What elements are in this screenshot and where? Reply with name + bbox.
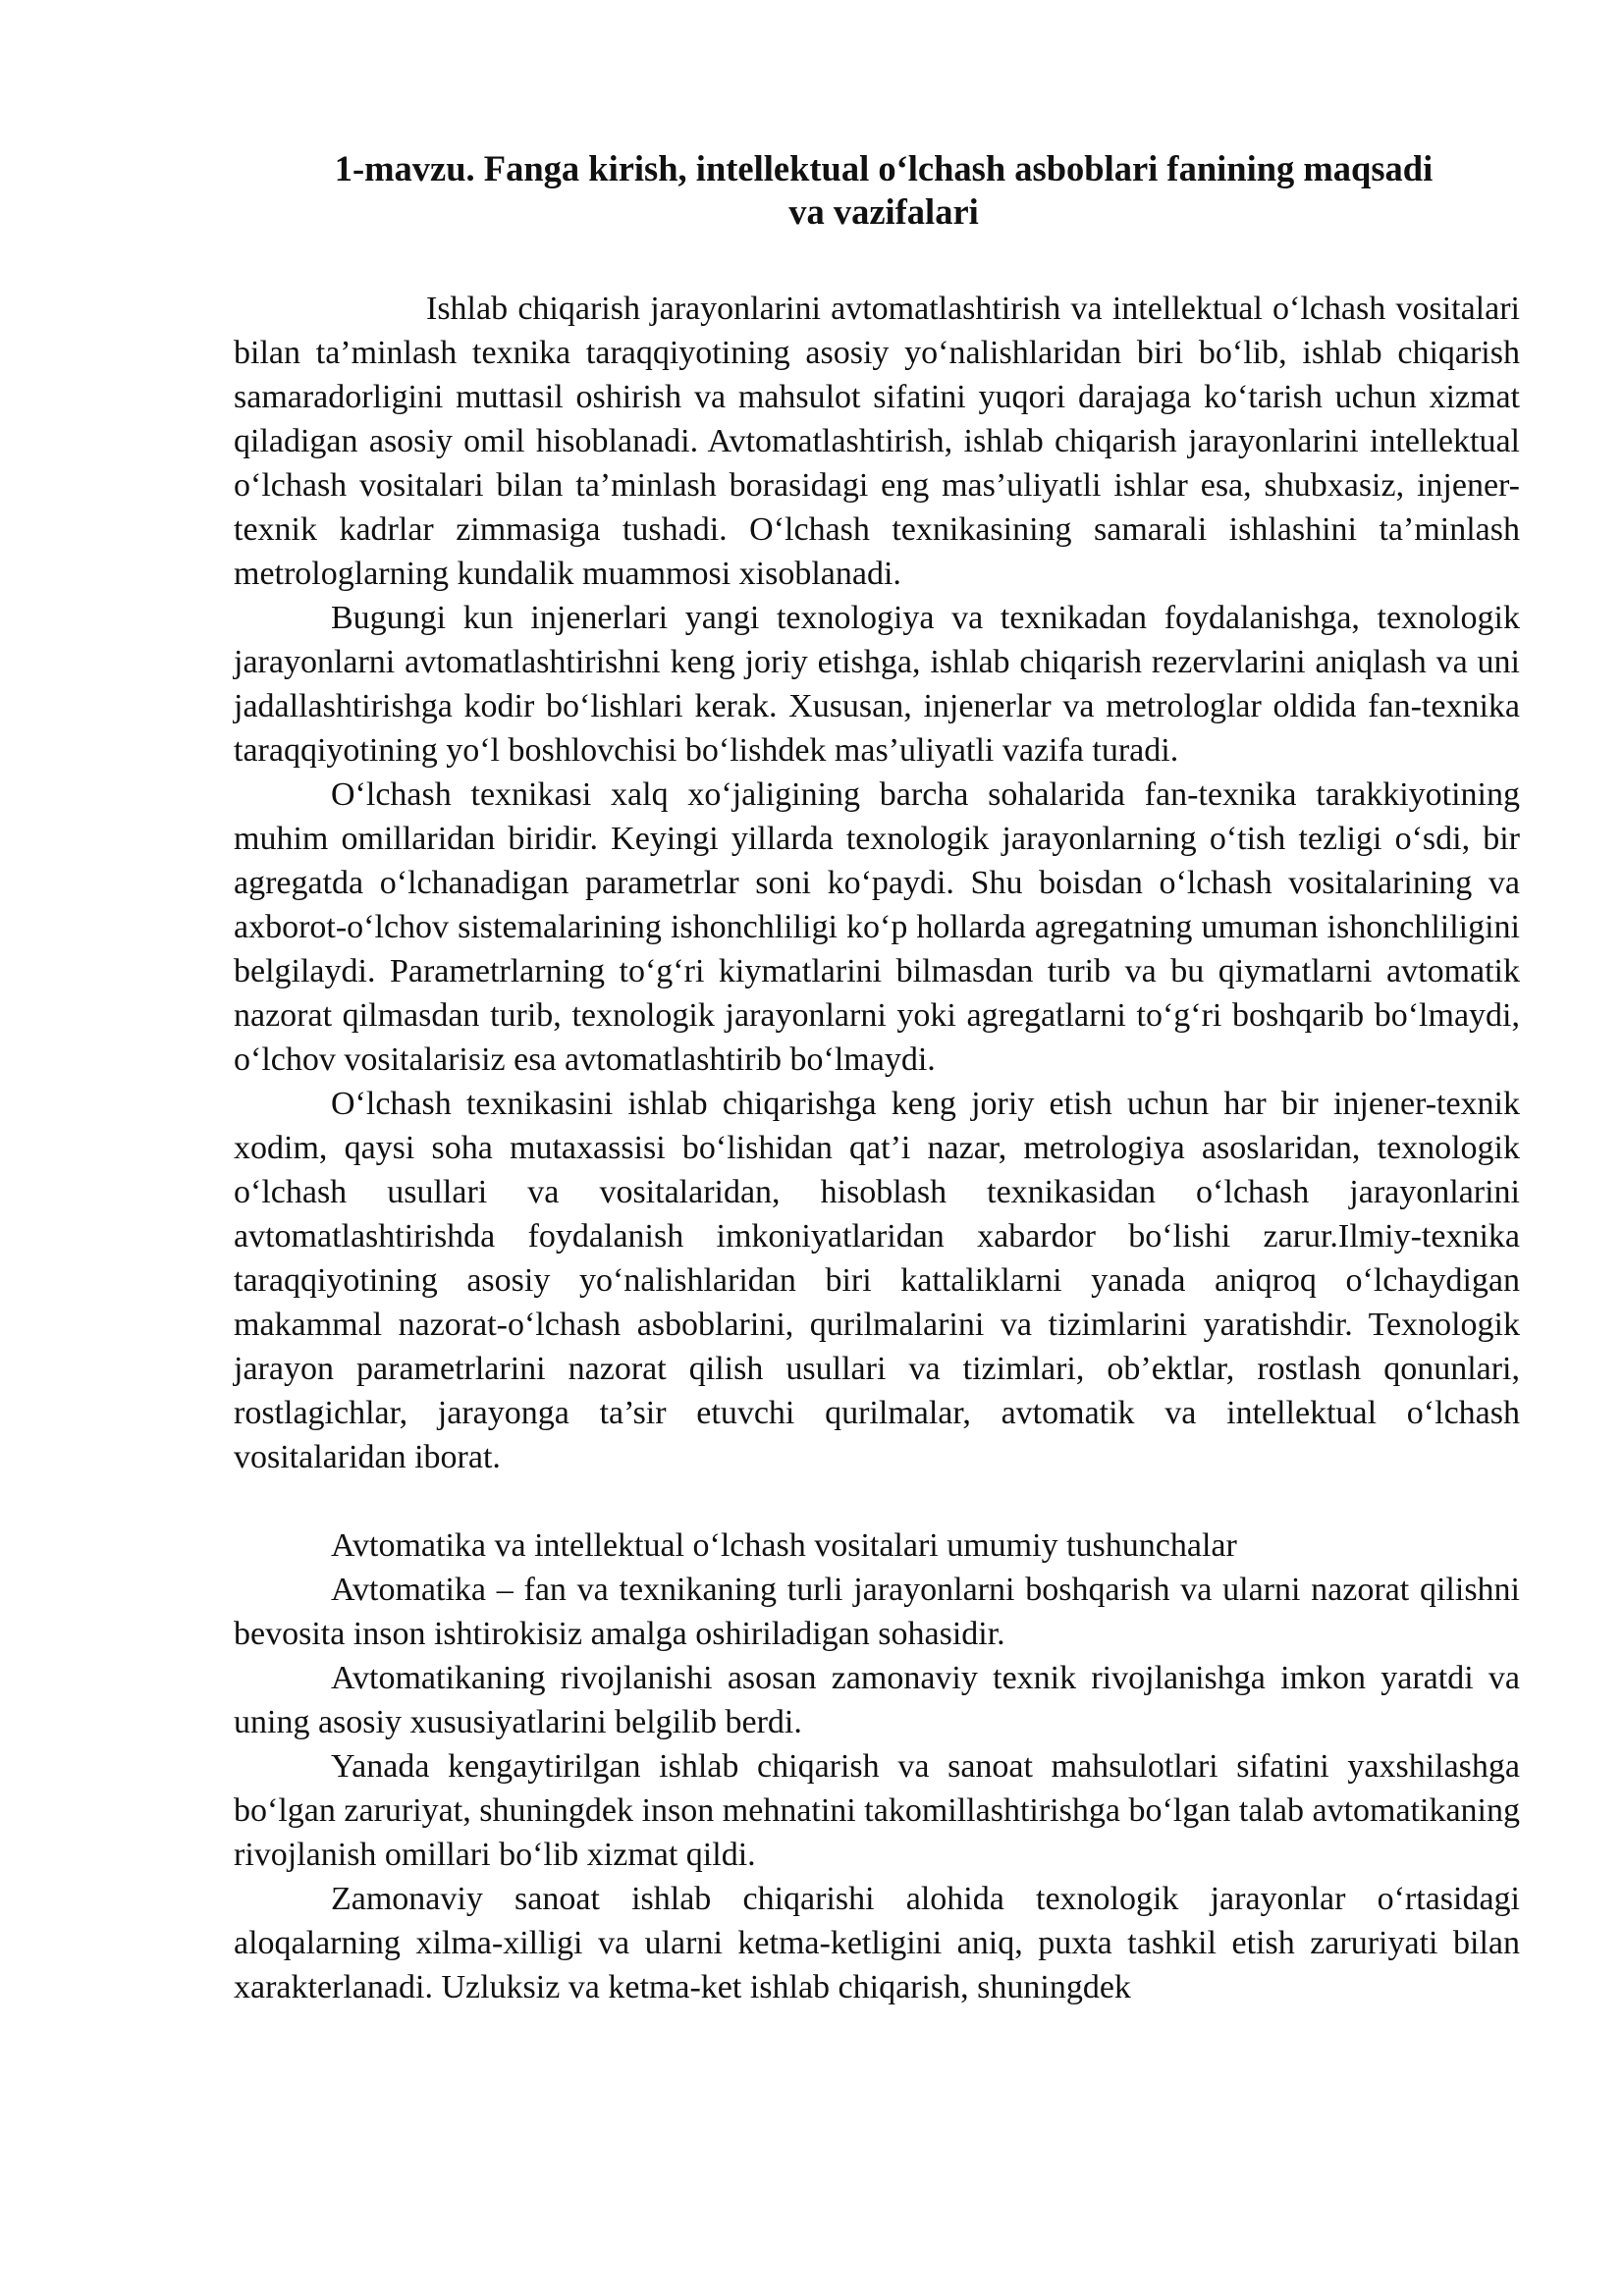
paragraph-engineers: Bugungi kun injenerlari yangi texnologiya va texnikadan foydalanishga, texnologik jarayonlarni avtomatlashtirishni keng joriy etishga, ishlab chiqarish rezervlarini aniqlash va uni jadallashtirishga kodir bo‘lishlari kerak. Xususan, injenerlar va metrologlar oldida fan-texnika taraqqiyotining yo‘l boshlovchisi bo‘lishdek mas’uliyatli vazifa turadi.: [234, 600, 1520, 769]
page-title: [236, 147, 1532, 234]
paragraph-modern-production: Zamonaviy sanoat ishlab chiqarishi alohida texnologik jarayonlar o‘rtasidagi aloqalarning xilma-xilligi va ularni ketma-ketligini aniq, puxta tashkil etish zaruriyati bilan xarakterlanadi. Uzluksiz va ketma-ket ishlab chiqarish, shuningdek: [234, 1881, 1520, 2005]
paragraph-implementation: O‘lchash texnikasini ishlab chiqarishga keng joriy etish uchun har bir injener-texnik xodim, qaysi soha mutaxassisi bo‘lishidan qat’i nazar, metrologiya asoslaridan, texnologik o‘lchash usullari va vositalaridan, hisoblash texnikasidan o‘lchash jarayonlarini avtomatlashtirishda foydalanish imkoniyatlaridan xabardor bo‘lishi zarur.Ilmiy-texnika taraqqiyotining asosiy yo‘nalishlaridan biri kattaliklarni yanada aniqroq o‘lchaydigan makammal nazorat-o‘lchash asboblarini, qurilmalarini va tizimlarini yaratishdir. Texnologik jarayon parametrlarini nazorat qilish usullari va tizimlari, ob’ektlar, rostlash qonunlari, rostlagichlar, jarayonga ta’sir etuvchi qurilmalar, avtomatik va intellektual o‘lchash vositalaridan iborat.: [234, 1086, 1520, 1475]
title-line-2: va vazifalari: [788, 191, 979, 232]
paragraph-measurement-technique: O‘lchash texnikasi xalq xo‘jaligining barcha sohalarida fan-texnika tarakkiyotining muhim omillaridan biridir. Keyingi yillarda texnologik jarayonlarning o‘tish tezligi o‘sdi, bir agregatda o‘lchanadigan parametrlar soni ko‘paydi. Shu boisdan o‘lchash vositalarining va axborot-o‘lchov sistemalarining ishonchliligi ko‘p hollarda agregatning umuman ishonchliligini belgilaydi. Parametrlarning to‘g‘ri kiymatlarini bilmasdan turib va bu qiymatlarni avtomatik nazorat qilmasdan turib, texnologik jarayonlarni yoki agregatlarni to‘g‘ri boshqarib bo‘lmaydi, o‘lchov vositalarisiz esa avtomatlashtirib bo‘lmaydi.: [234, 776, 1520, 1078]
paragraph-automation-development: Avtomatikaning rivojlanishi asosan zamonaviy texnik rivojlanishga imkon yaratdi va uning asosiy xususiyatlarini belgilib berdi.: [234, 1660, 1520, 1740]
paragraph-intro: Ishlab chiqarish jarayonlarini avtomatlashtirish va intellektual o‘lchash vositalari bilan ta’minlash texnika taraqqiyotining asosiy yo‘nalishlaridan biri bo‘lib, ishlab chiqarish samaradorligini muttasil oshirish va mahsulot sifatini yuqori darajaga ko‘tarish uchun xizmat qiladigan asosiy omil hisoblanadi. Avtomatlashtirish, ishlab chiqarish jarayonlarini intellektual o‘lchash vositalari bilan ta’minlash borasidagi eng mas’uliyatli ishlar esa, shubxasiz, injener-texnik kadrlar zimmasiga tushadi. O‘lchash texnikasining samarali ishlashini ta’minlash metrologlarning kundalik muammosi xisoblanadi.: [234, 291, 1520, 592]
document-body: [234, 287, 1520, 2009]
title-line-1: 1-mavzu. Fanga kirish, intellektual o‘lchash asboblari fanining maqsadi: [334, 148, 1434, 188]
section-heading: Avtomatika va intellektual o‘lchash vositalari umumiy tushunchalar: [331, 1527, 1237, 1564]
paragraph-automation-definition: Avtomatika – fan va texnikaning turli jarayonlarni boshqarish va ularni nazorat qilishni bevosita inson ishtirokisiz amalga oshiriladigan sohasidir.: [234, 1572, 1520, 1652]
paragraph-automation-factors: Yanada kengaytirilgan ishlab chiqarish va sanoat mahsulotlari sifatini yaxshilashga bo‘lgan zaruriyat, shuningdek inson mehnatini takomillashtirishga bo‘lgan talab avtomatikaning rivojlanish omillari bo‘lib xizmat qildi.: [234, 1748, 1520, 1873]
